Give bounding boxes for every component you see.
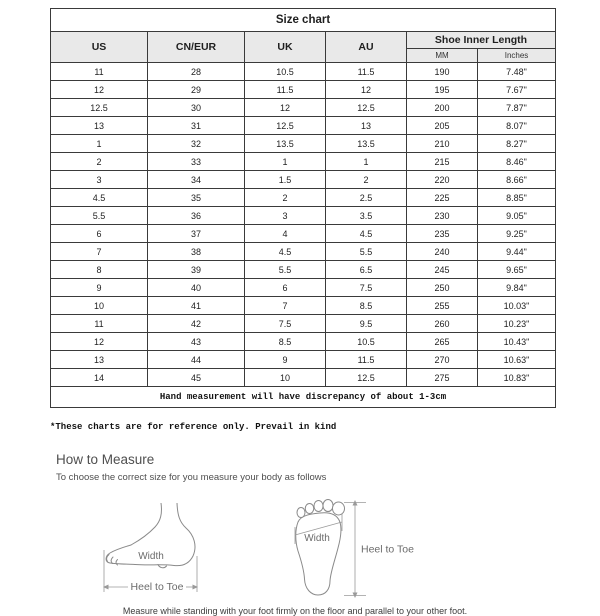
table-cell: 12.5 [245,117,326,135]
table-cell: 9.05" [478,207,556,225]
table-cell: 7.87" [478,99,556,117]
table-row [51,369,556,387]
table-cell: 13 [51,351,148,369]
reference-note: *These charts are for reference only. Prevail in kind [50,422,337,432]
size-chart-page [0,8,600,616]
table-row [51,81,556,99]
table-row [51,99,556,117]
table-cell: 41 [148,297,245,315]
table-cell: 11 [51,63,148,81]
table-cell: 11 [51,315,148,333]
table-row [51,171,556,189]
table-footnote-row [51,387,556,408]
toe-icon [297,508,305,518]
table-cell: 12.5 [326,369,407,387]
how-to-measure-heading: How to Measure [56,452,155,467]
table-cell: 190 [407,63,478,81]
table-cell: 30 [148,99,245,117]
how-to-measure-subheading: To choose the correct size for you measure your body as follows [56,472,327,483]
table-cell: 9 [245,351,326,369]
table-cell: 12.5 [51,99,148,117]
table-cell: 13.5 [326,135,407,153]
table-cell: 36 [148,207,245,225]
col-header-au: AU [326,32,407,63]
table-cell: 10 [245,369,326,387]
table-row [51,297,556,315]
measure-caption: Measure while standing with your foot firmly on the floor and parallel to your other foot. [122,606,468,616]
table-cell: 13 [326,117,407,135]
table-cell: 7.48" [478,63,556,81]
table-cell: 275 [407,369,478,387]
table-cell: 45 [148,369,245,387]
table-cell: 2 [245,189,326,207]
table-cell: 9.5 [326,315,407,333]
table-cell: 10 [51,297,148,315]
table-cell: 12 [326,81,407,99]
table-cell: 9.84" [478,279,556,297]
table-cell: 39 [148,261,245,279]
table-cell: 5.5 [326,243,407,261]
table-cell: 1.5 [245,171,326,189]
toe-icon [323,500,333,512]
table-cell: 11.5 [326,351,407,369]
table-row [51,315,556,333]
table-cell: 8.27" [478,135,556,153]
table-cell: 250 [407,279,478,297]
table-cell: 260 [407,315,478,333]
table-cell: 31 [148,117,245,135]
table-row [51,63,556,81]
table-cell: 200 [407,99,478,117]
measurement-diagrams [102,499,600,599]
table-cell: 11.5 [245,81,326,99]
table-cell: 8.07" [478,117,556,135]
table-cell: 3 [51,171,148,189]
table-row [51,243,556,261]
table-cell: 230 [407,207,478,225]
table-cell: 7.67" [478,81,556,99]
table-cell: 12 [51,81,148,99]
sole-view-heel-to-toe-label: Heel to Toe [361,543,414,556]
table-cell: 1 [245,153,326,171]
table-title: Size chart [51,9,556,32]
size-table-body [51,63,556,387]
table-cell: 210 [407,135,478,153]
table-cell: 10.23" [478,315,556,333]
table-cell: 6 [245,279,326,297]
table-cell: 10.43" [478,333,556,351]
table-cell: 7 [51,243,148,261]
table-cell: 9.25" [478,225,556,243]
table-cell: 4.5 [326,225,407,243]
table-cell: 6.5 [326,261,407,279]
table-row [51,189,556,207]
table-cell: 8 [51,261,148,279]
table-row [51,261,556,279]
table-cell: 10.5 [245,63,326,81]
table-cell: 8.46" [478,153,556,171]
side-view-heel-to-toe-label: Heel to Toe [130,581,184,593]
table-cell: 1 [326,153,407,171]
table-cell: 10.5 [326,333,407,351]
table-row [51,279,556,297]
table-cell: 5.5 [245,261,326,279]
table-row [51,207,556,225]
sole-view-width-label: Width [304,533,330,544]
table-cell: 4 [245,225,326,243]
table-cell: 9.65" [478,261,556,279]
table-cell: 2.5 [326,189,407,207]
table-cell: 4.5 [51,189,148,207]
table-row [51,135,556,153]
table-cell: 13 [51,117,148,135]
table-cell: 215 [407,153,478,171]
table-header-row [51,32,556,49]
table-cell: 205 [407,117,478,135]
table-cell: 7.5 [326,279,407,297]
table-cell: 12 [245,99,326,117]
table-cell: 235 [407,225,478,243]
table-cell: 2 [51,153,148,171]
table-cell: 8.5 [326,297,407,315]
table-cell: 12.5 [326,99,407,117]
toe-icon [305,504,314,514]
table-cell: 225 [407,189,478,207]
table-row [51,333,556,351]
table-title-row [51,9,556,32]
table-cell: 40 [148,279,245,297]
col-header-mm: MM [407,49,478,63]
table-cell: 265 [407,333,478,351]
table-row [51,117,556,135]
col-header-us: US [51,32,148,63]
table-cell: 7.5 [245,315,326,333]
table-cell: 6 [51,225,148,243]
foot-side-view-illustration [102,503,218,599]
table-cell: 44 [148,351,245,369]
table-cell: 10.63" [478,351,556,369]
table-cell: 10.83" [478,369,556,387]
col-header-uk: UK [245,32,326,63]
table-cell: 32 [148,135,245,153]
table-cell: 7 [245,297,326,315]
table-cell: 14 [51,369,148,387]
table-cell: 270 [407,351,478,369]
table-cell: 220 [407,171,478,189]
table-row [51,225,556,243]
col-header-inches: Inches [478,49,556,63]
table-cell: 2 [326,171,407,189]
col-header-shoe-inner-length: Shoe Inner Length [407,32,556,49]
table-cell: 255 [407,297,478,315]
table-cell: 10.03" [478,297,556,315]
table-cell: 3 [245,207,326,225]
size-chart-table [50,8,556,408]
table-cell: 8.5 [245,333,326,351]
col-header-cn-eur: CN/EUR [148,32,245,63]
table-cell: 29 [148,81,245,99]
table-cell: 28 [148,63,245,81]
table-row [51,153,556,171]
table-cell: 37 [148,225,245,243]
table-cell: 3.5 [326,207,407,225]
table-cell: 33 [148,153,245,171]
table-cell: 1 [51,135,148,153]
table-cell: 35 [148,189,245,207]
table-cell: 8.66" [478,171,556,189]
table-cell: 42 [148,315,245,333]
table-footnote: Hand measurement will have discrepancy of about 1-3cm [51,387,556,408]
table-cell: 240 [407,243,478,261]
table-cell: 245 [407,261,478,279]
table-row [51,351,556,369]
table-cell: 5.5 [51,207,148,225]
side-view-width-label: Width [138,551,164,562]
toe-icon [314,501,323,512]
how-to-measure-section [0,452,600,616]
table-cell: 4.5 [245,243,326,261]
table-cell: 9 [51,279,148,297]
table-cell: 9.44" [478,243,556,261]
table-cell: 13.5 [245,135,326,153]
table-cell: 43 [148,333,245,351]
table-cell: 34 [148,171,245,189]
footprint-illustration [290,499,430,599]
table-cell: 11.5 [326,63,407,81]
table-cell: 38 [148,243,245,261]
table-cell: 8.85" [478,189,556,207]
table-cell: 195 [407,81,478,99]
table-cell: 12 [51,333,148,351]
big-toe-icon [333,502,345,515]
